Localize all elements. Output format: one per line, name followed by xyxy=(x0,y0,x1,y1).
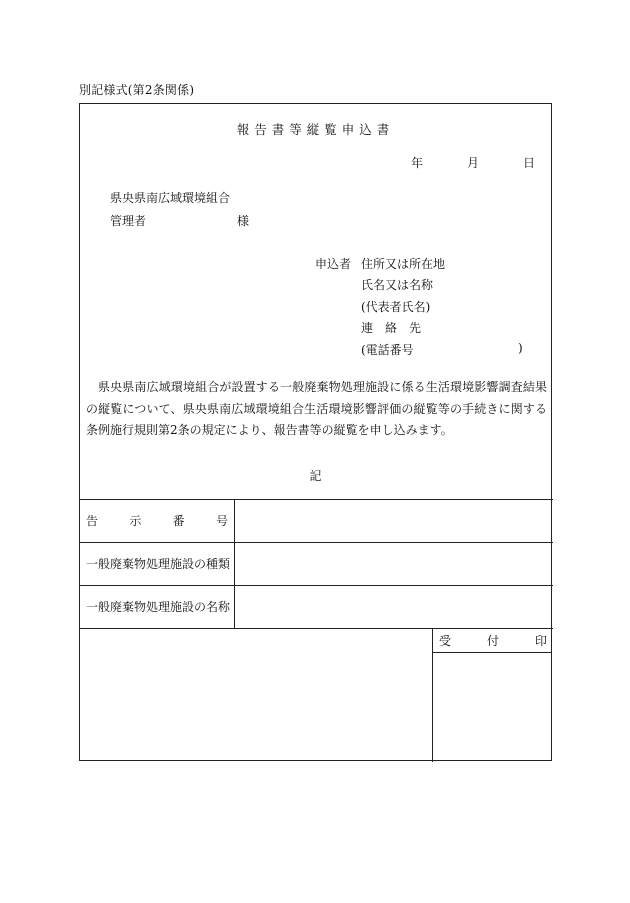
addressee-manager: 管理者 xyxy=(110,214,147,228)
date-line xyxy=(411,154,535,171)
bottom-area xyxy=(80,628,553,762)
addressee-org: 県央県南広域環境組合 xyxy=(110,191,231,205)
application-statement: 県央県南広域環境組合が設置する一般廃棄物処理施設に係る生活環境影響調査結果の縦覧について、県央県南広域環境組合生活環境影響評価の縦覧等の手続きに関する条例施行規則第2条の規定により、報告書等の縦覧を申し込みます。 xyxy=(86,380,547,437)
date-year: 年 xyxy=(410,156,423,170)
addressee-honorific: 様 xyxy=(237,214,250,228)
notice-number-row xyxy=(80,499,553,542)
notice-number-label xyxy=(80,500,235,542)
notice-char: 号 xyxy=(215,514,228,528)
applicant-representative-label: (代表者氏名) xyxy=(361,300,431,314)
date-month: 月 xyxy=(466,156,479,170)
form-title: 報告書等縦覧申込書 xyxy=(236,122,395,137)
application-form xyxy=(79,103,552,761)
receipt-char: 印 xyxy=(534,634,547,648)
form-label: 別記様式(第2条関係) xyxy=(79,83,195,97)
facility-type-row xyxy=(80,542,553,585)
receipt-stamp-box xyxy=(432,629,552,762)
applicant-name-label: 氏名又は名称 xyxy=(361,278,434,292)
receipt-char: 付 xyxy=(486,634,499,648)
applicant-phone-close: ) xyxy=(518,341,523,355)
applicant-address-label: 住所又は所在地 xyxy=(361,257,446,271)
applicant-phone-label: (電話番号 xyxy=(361,343,414,357)
notice-char: 示 xyxy=(129,514,142,528)
applicant-label: 申込者 xyxy=(315,257,352,271)
date-day: 日 xyxy=(522,156,535,170)
facility-name-row xyxy=(80,585,553,628)
facility-name-label: 一般廃棄物処理施設の名称 xyxy=(80,586,235,628)
facility-type-label: 一般廃棄物処理施設の種類 xyxy=(80,543,235,585)
ki-heading: 記 xyxy=(309,469,322,483)
applicant-contact-label: 連 絡 先 xyxy=(361,321,422,335)
notice-char: 告 xyxy=(86,514,99,528)
receipt-stamp-header xyxy=(433,629,552,653)
receipt-char: 受 xyxy=(439,634,452,648)
notice-char: 番 xyxy=(172,514,185,528)
